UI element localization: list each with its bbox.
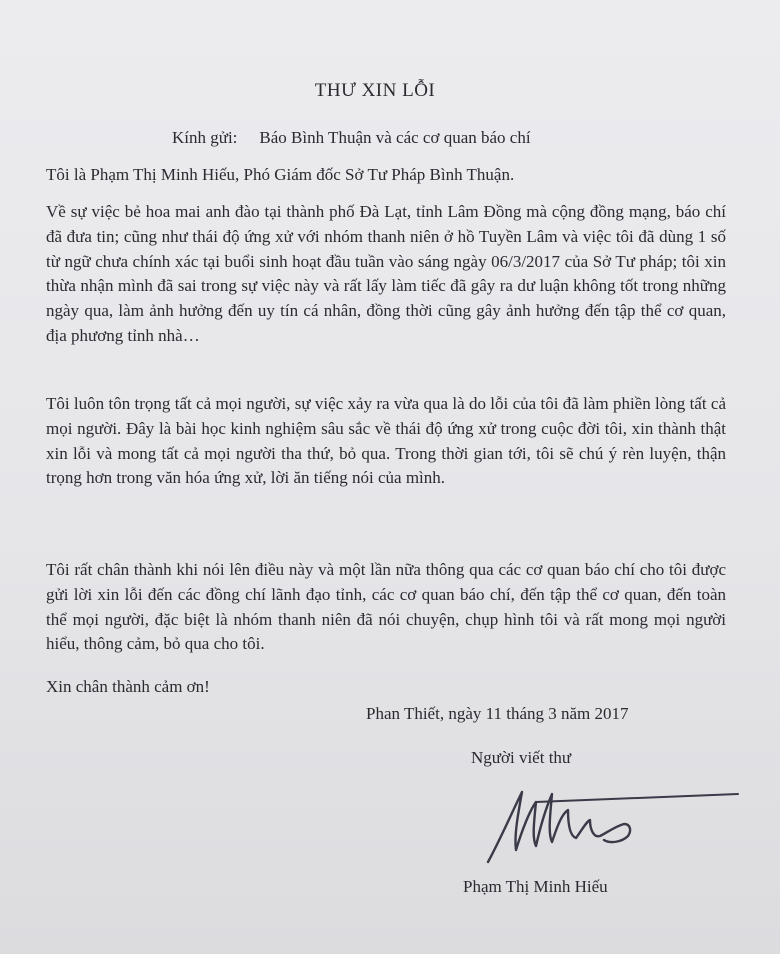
paragraph-1: Về sự việc bẻ hoa mai anh đào tại thành phố Đà Lạt, tỉnh Lâm Đồng mà cộng đồng mạng, báo chí đã đưa tin; cũng như thái độ ứng xử với nhóm thanh niên ở hồ Tuyền Lâm và việc tôi đã dùng 1 số từ ngữ chưa chính xác tại buổi sinh hoạt đầu tuần vào sáng ngày 06/3/2017 của Sở Tư pháp; tôi xin thừa nhận mình đã sai trong sự việc này và rất lấy làm tiếc đã gây ra dư luận không tốt trong những ngày qua, làm ảnh hưởng đến uy tín cá nhân, đồng thời cũng gây ảnh hưởng đến tập thể cơ quan, địa phương tỉnh nhà… — [46, 202, 726, 345]
paragraph-2: Tôi luôn tôn trọng tất cả mọi người, sự việc xảy ra vừa qua là do lỗi của tôi đã làm phiền lòng tất cả mọi người. Đây là bài học kinh nghiệm sâu sắc về thái độ ứng xử trong cuộc đời tôi, xin thành thật xin lỗi và mong tất cả mọi người tha thứ, bỏ qua. Trong thời gian tới, tôi sẽ chú ý rèn luyện, thận trọng hơn trong văn hóa ứng xử, lời ăn tiếng nói của mình. — [46, 394, 726, 488]
handwritten-signature — [478, 780, 748, 870]
paragraph-3: Tôi rất chân thành khi nói lên điều này và một lần nữa thông qua các cơ quan báo chí cho tôi được gửi lời xin lỗi đến các đồng chí lãnh đạo tỉnh, các cơ quan báo chí, đến tập thể cơ quan, đến toàn thể mọi người, đặc biệt là nhóm thanh niên đã nói chuyện, chụp hình tôi và rất mong mọi người hiểu, thông cảm, bỏ qua cho tôi. — [46, 560, 726, 654]
signer-name: Phạm Thị Minh Hiếu — [463, 877, 608, 896]
closing-line: Xin chân thành cảm ơn! — [46, 677, 210, 696]
writer-label: Người viết thư — [471, 748, 572, 767]
intro-line: Tôi là Phạm Thị Minh Hiếu, Phó Giám đốc Sở Tư Pháp Bình Thuận. — [46, 165, 515, 184]
letter-title: THƯ XIN LỖI — [314, 80, 436, 101]
recipient: Báo Bình Thuận và các cơ quan báo chí — [259, 128, 531, 147]
salutation — [172, 128, 531, 148]
place-date: Phan Thiết, ngày 11 tháng 3 năm 2017 — [366, 704, 629, 723]
salutation-label: Kính gửi: — [172, 128, 238, 147]
